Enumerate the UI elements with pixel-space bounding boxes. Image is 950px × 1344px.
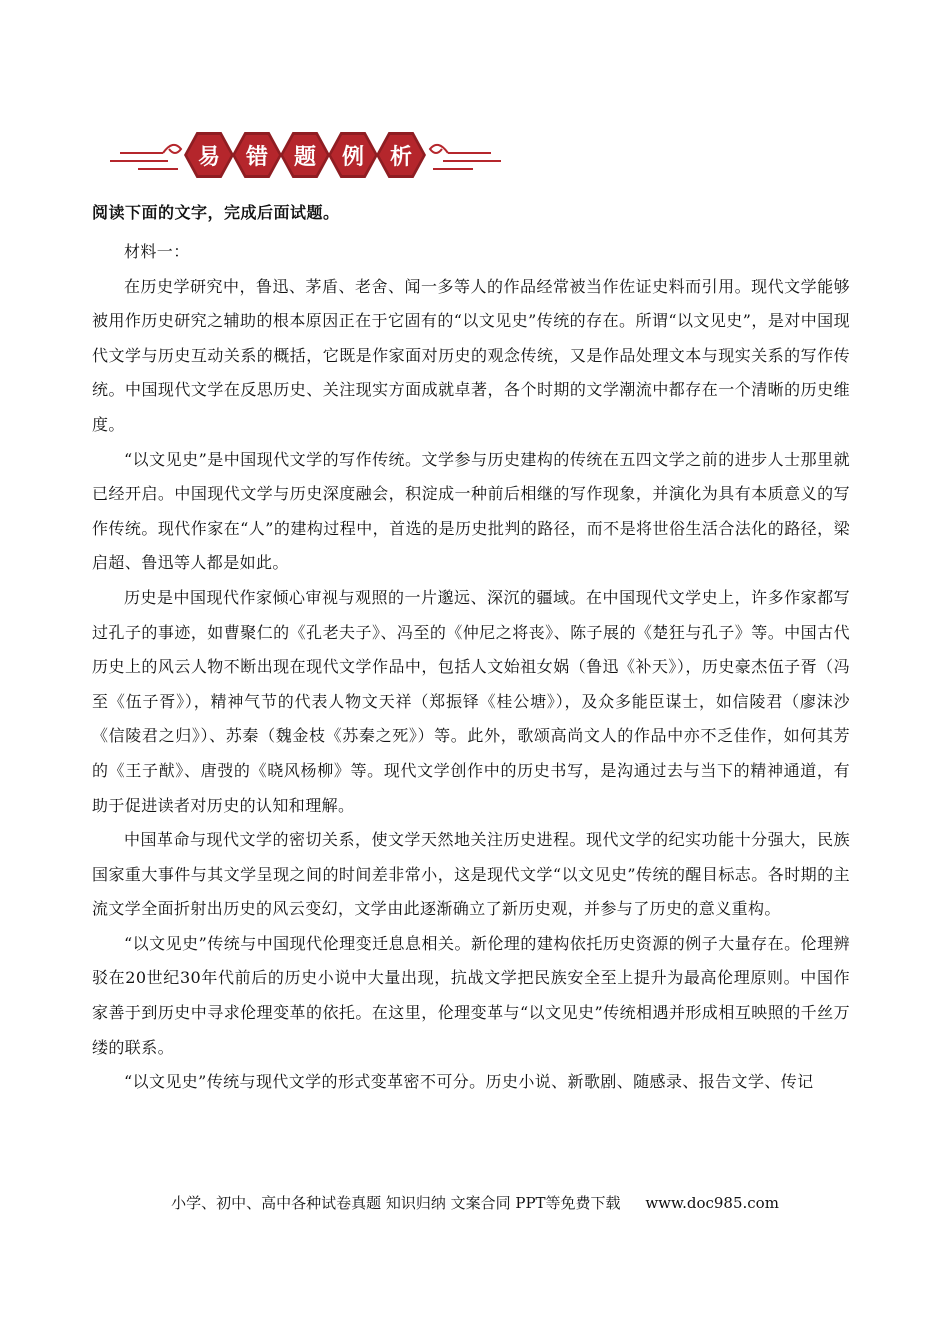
paragraph: “以文见史”传统与中国现代伦理变迁息息相关。新伦理的建构依托历史资源的例子大量存在。伦理辨驳在20世纪30年代前后的历史小说中大量出现，抗战文学把民族安全至上提升为最高伦理原则。中国作家善于到历史中寻求伦理变革的依托。在这里，伦理变革与“以文见史”传统相遇并形成相互映照的千丝万缕的联系。	[92, 933, 850, 1057]
paragraph: 中国革命与现代文学的密切关系，使文学天然地关注历史进程。现代文学的纪实功能十分强大，民族国家重大事件与其文学呈现之间的时间差非常小，这是现代文学“以文见史”传统的醒目标志。各时期的主流文学全面折射出历史的风云变幻，文学由此逐渐确立了新历史观，并参与了历史的意义重构。	[92, 830, 850, 919]
material-label: 材料一：	[124, 242, 190, 261]
footer-url[interactable]: www.doc985.com	[645, 1194, 779, 1212]
question-heading: 阅读下面的文字，完成后面试题。	[92, 203, 340, 222]
banner-char-4: 例	[328, 132, 378, 178]
paragraph: 在历史学研究中，鲁迅、茅盾、老舍、闻一多等人的作品经常被当作佐证史料而引用。现代文学能够被用作历史研究之辅助的根本原因正在于它固有的“以文见史”传统的存在。所谓“以文见史”，是对中国现代文学与历史互动关系的概括，它既是作家面对历史的观念传统，又是作品处理文本与现实关系的写作传统。中国现代文学在反思历史、关注现实方面成就卓著，各个时期的文学潮流中都存在一个清晰的历史维度。	[92, 276, 850, 434]
banner-char-5: 析	[376, 132, 426, 178]
paragraph: “以文见史”传统与现代文学的形式变革密不可分。历史小说、新歌剧、随感录、报告文学、传记	[124, 1072, 814, 1092]
passage	[92, 235, 850, 1100]
paragraph: 历史是中国现代作家倾心审视与观照的一片邈远、深沉的疆域。在中国现代文学史上，许多作家都写过孔子的事迹，如曹聚仁的《孔老夫子》、冯至的《仲尼之将丧》、陈子展的《楚狂与孔子》等。中国古代历史上的风云人物不断出现在现代文学作品中，包括人文始祖女娲（鲁迅《补天》），历史豪杰伍子胥（冯至《伍子胥》），精神气节的代表人物文天祥（郑振铎《桂公塘》），及众多能臣谋士，如信陵君（廖沫沙《信陵君之归》）、苏秦（魏金枝《苏秦之死》）等。此外，歌颂高尚文人的作品中亦不乏佳作，如何其芳的《王子猷》、唐弢的《晓风杨柳》等。现代文学创作中的历史书写，是沟通过去与当下的精神通道，有助于促进读者对历史的认知和理解。	[92, 587, 850, 815]
banner-char-1: 易	[184, 132, 234, 178]
footer-text: 小学、初中、高中各种试卷真题 知识归纳 文案合同 PPT等免费下载	[171, 1194, 621, 1212]
paragraph: “以文见史”是中国现代文学的写作传统。文学参与历史建构的传统在五四文学之前的进步人士那里就已经开启。中国现代文学与历史深度融会，积淀成一种前后相继的写作现象，并演化为具有本质意义的写作传统。现代作家在“人”的建构过程中，首选的是历史批判的路径，而不是将世俗生活合法化的路径，梁启超、鲁迅等人都是如此。	[92, 449, 850, 573]
banner-char-2: 错	[232, 132, 282, 178]
page-footer	[0, 1192, 950, 1213]
banner-char-3: 题	[280, 132, 330, 178]
section-banner	[108, 125, 503, 185]
